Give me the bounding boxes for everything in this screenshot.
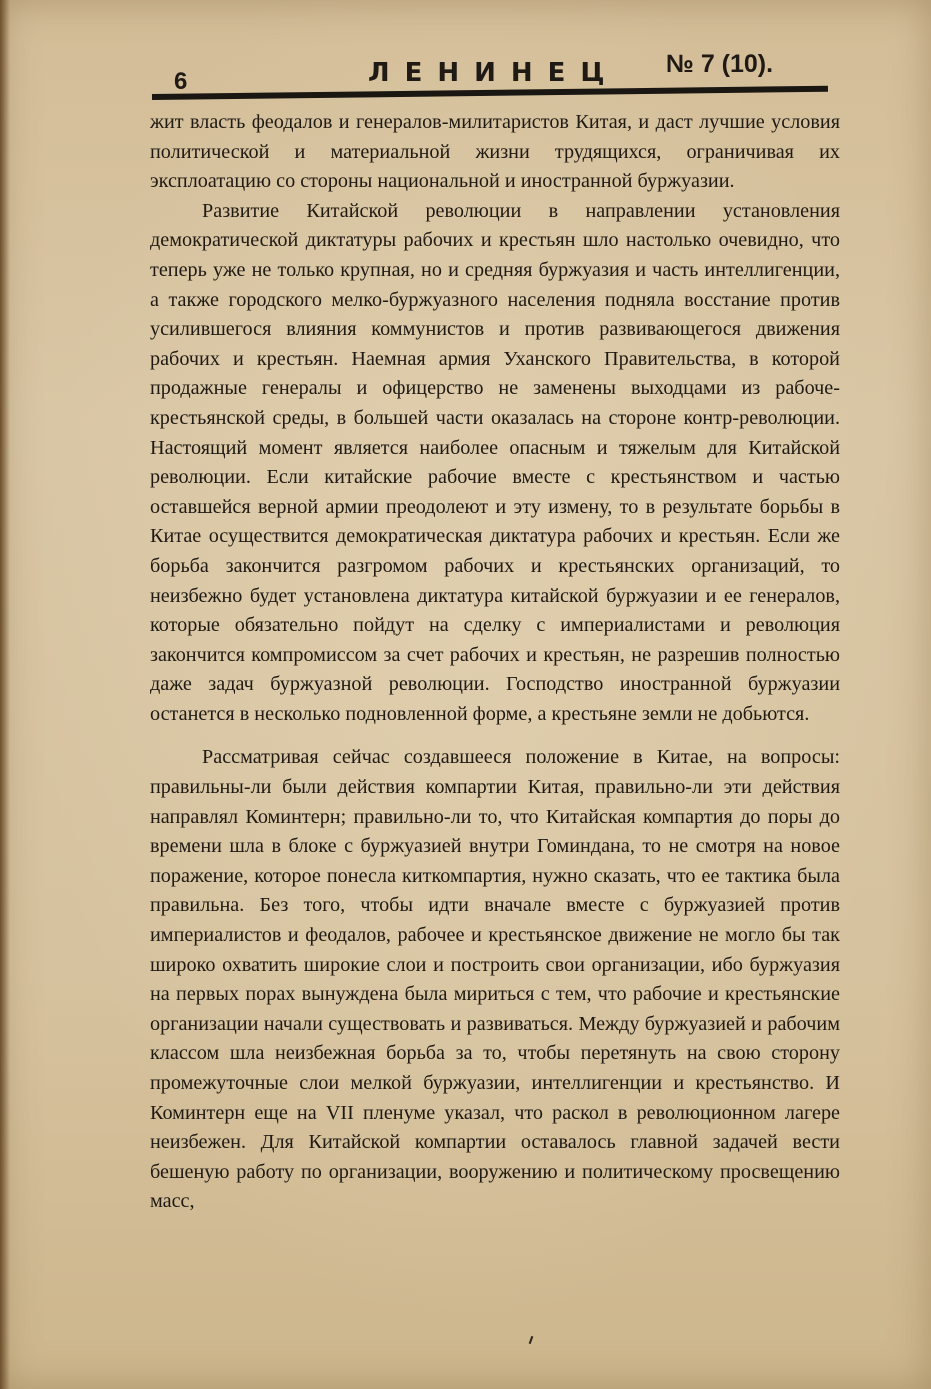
page-number: 6 <box>174 68 188 95</box>
issue-number: № 7 (10). <box>666 50 774 78</box>
paragraph: Развитие Китайской революции в направлении установления демократической диктатуры рабочих и крестьян шло настолько очевидно, что теперь уже не только крупная, но и средняя буржуазия и часть интеллигенции, а также городского мелко-буржуазного населения подняла восстание против усилившегося влияния коммунистов и против развивающегося движения рабочих и крестьян. Наемная армия Уханского Правительства, в которой продажные генералы и офицерство не заменены выходцами из рабоче-крестьянской среды, в большей части оказалась на стороне контр-революции. Настоящий момент является наиболее опасным и тяжелым для Китайской революции. Если китайские рабочие вместе с крестьянством и частью оставшейся верной армии преодолеют и эту измену, то в результате борьбы в Китае осуществится демократическая диктатура рабочих и крестьян. Если же борьба закончится разгромом рабочих и крестьянских организаций, то неизбежно будет установлена диктатура китайской буржуазии и ее генералов, которые обязательно пойдут на сделку с империалистами и революция закончится компромиссом за счет рабочих и крестьян, не разрешив полностью даже задач буржуазной революции. Господство иностранной буржуазии останется в несколько подновленной форме, а крестьяне земли не добьются. <box>150 199 840 725</box>
journal-title: ЛЕНИНЕЦ <box>368 58 620 88</box>
print-speck <box>529 1336 534 1344</box>
article-body <box>150 108 840 1217</box>
page-edge-shadow <box>0 0 10 1389</box>
page-header <box>148 44 828 104</box>
paragraph-continuation: жит власть феодалов и генералов-милитаристов Китая, и даст лучшие условия политической и материальной жизни трудящихся, ограничивая их эксплоатацию со стороны национальной и иностранной буржуазии. <box>150 111 840 193</box>
paragraph: Рассматривая сейчас создавшееся положение в Китае, на вопросы: правильны-ли были действия компартии Китая, правильно-ли эти действия направлял Коминтерн; правильно-ли то, что Китайская компартия до поры до времени шла в блоке с буржуазией внутри Гоминдана, то не смотря на новое поражение, которое понесла киткомпартия, нужно сказать, что ее тактика была правильна. Без того, чтобы идти вначале вместе с буржуазией против империалистов и феодалов, рабочее и крестьянское движение не могло бы так широко охватить широкие слои и построить свои организации, ибо буржуазия на первых порах вынуждена была мириться с тем, что рабочие и крестьянские организации начали существовать и развиваться. Между буржуазией и рабочим классом шла неизбежная борьба за то, чтобы перетянуть на свою сторону промежуточные слои мелкой буржуазии, интеллигенции и крестьянство. И Коминтерн еще на VII пленуме указал, что раскол в революционном лагере неизбежен. Для Китайской компартии оставалось главной задачей вести бешеную работу по организации, вооружению и политическому просвещению масс, <box>150 746 840 1213</box>
